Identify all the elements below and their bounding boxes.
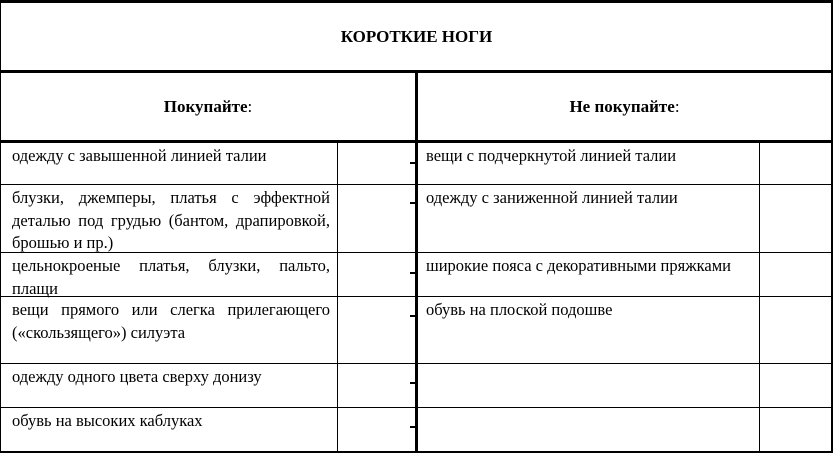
dont-buy-cell: вещи с подчеркнутой линией талии <box>426 146 677 165</box>
colon: : <box>247 96 253 116</box>
column-header-buy <box>1 73 415 140</box>
divider-tick <box>410 426 416 428</box>
divider-tick <box>410 202 416 204</box>
buy-cell: одежду одного цвета сверху донизу <box>12 367 262 386</box>
dont-buy-cell: одежду с заниженной линией талии <box>426 188 678 207</box>
right-aux-column-border <box>759 143 760 453</box>
left-aux-column-border <box>337 143 338 453</box>
divider-tick <box>410 315 416 317</box>
colon: : <box>674 96 680 116</box>
dont-buy-cell <box>426 408 752 410</box>
table-title: КОРОТКИЕ НОГИ <box>340 26 493 46</box>
buy-cell: одежду с завышенной линией талии <box>12 146 267 165</box>
column-header-dont-buy-label: Не покупайте <box>569 96 675 116</box>
buy-cell: вещи прямого или слегка прилегающего («скользящего») силуэта <box>12 300 330 342</box>
buy-cell: блузки, джемперы, платья с эффектной деталью под грудью (бантом, драпировкой, брошью и пр.) <box>12 188 330 252</box>
buy-cell: цельнокроеные платья, блузки, пальто, плащи <box>12 256 330 298</box>
divider-tick <box>410 162 416 164</box>
column-header-buy-label: Покупайте <box>163 96 248 116</box>
dont-buy-cell <box>426 364 752 366</box>
dont-buy-cell: обувь на плоской подошве <box>426 300 613 319</box>
divider-tick <box>410 382 416 384</box>
dont-buy-cell: широкие пояса с декоративными пряжками <box>426 256 731 275</box>
buy-cell: обувь на высоких каблуках <box>12 411 203 430</box>
divider-tick <box>410 272 416 274</box>
column-header-dont-buy <box>418 73 831 140</box>
